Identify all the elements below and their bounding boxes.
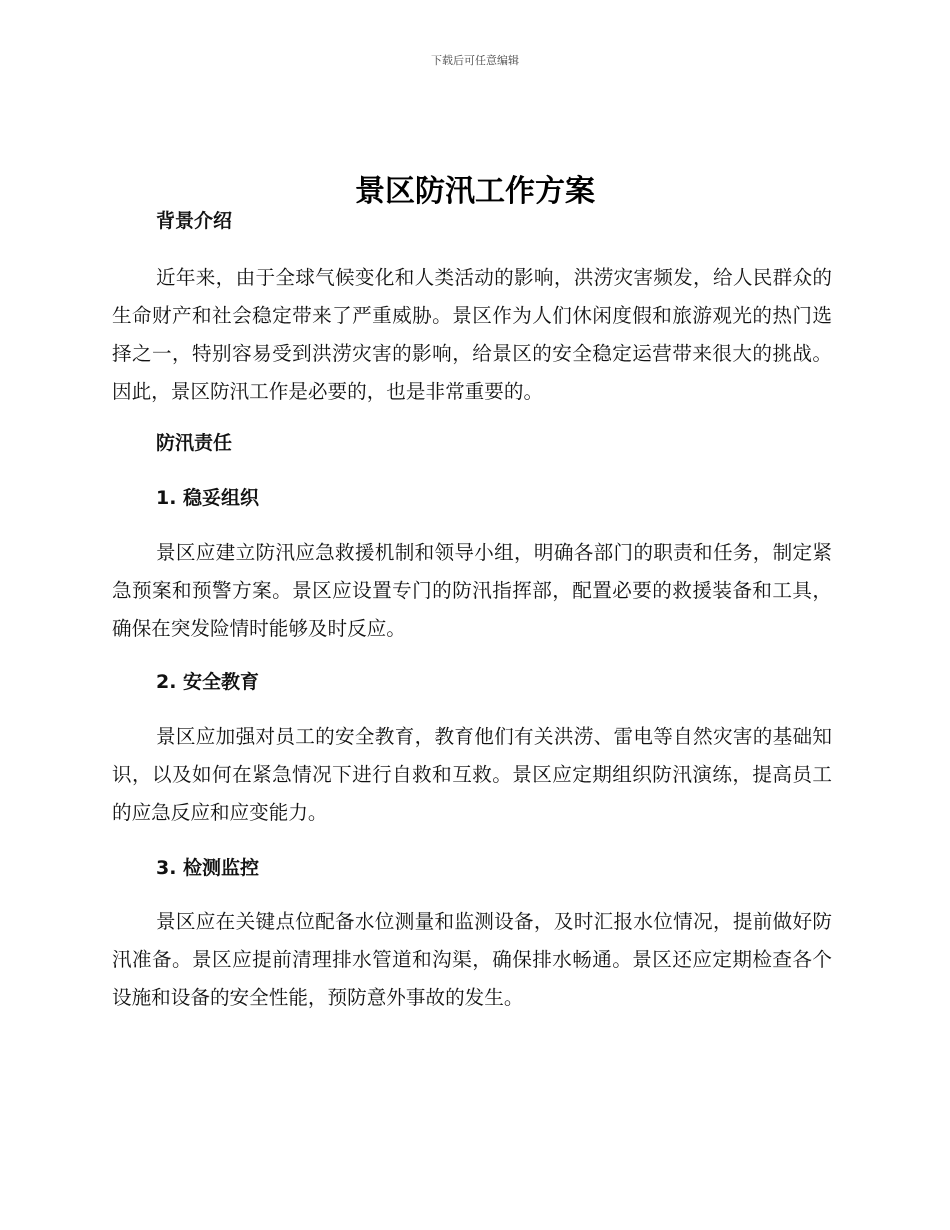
section-paragraph-monitoring: 景区应在关键点位配备水位测量和监测设备，及时汇报水位情况，提前做好防汛准备。景区应提前清理排水管道和沟渠，确保排水畅通。景区还应定期检查各个设施和设备的安全性能，预防意外事故的发生。 [112,910,832,1009]
section-paragraph-organization: 景区应建立防汛应急救援机制和领导小组，明确各部门的职责和任务，制定紧急预案和预警方案。景区应设置专门的防汛指挥部，配置必要的救援装备和工具，确保在突发险情时能够及时反应。 [112,541,832,640]
document-body [112,203,832,1017]
section-heading-responsibility: 防汛责任 [156,432,233,454]
section-heading-monitoring: 3. 检测监控 [156,857,260,879]
section-heading-background: 背景介绍 [156,210,233,232]
page-header: 下载后可任意编辑 [431,54,519,67]
section-heading-organization: 1. 稳妥组织 [156,487,260,509]
section-paragraph-safety-education: 景区应加强对员工的安全教育，教育他们有关洪涝、雷电等自然灾害的基础知识，以及如何在紧急情况下进行自救和互救。景区应定期组织防汛演练，提高员工的应急反应和应变能力。 [112,725,832,824]
document-title: 景区防汛工作方案 [355,174,595,210]
section-paragraph-background: 近年来，由于全球气候变化和人类活动的影响，洪涝灾害频发，给人民群众的生命财产和社会稳定带来了严重威胁。景区作为人们休闲度假和旅游观光的热门选择之一，特别容易受到洪涝灾害的影响，给景区的安全稳定运营带来很大的挑战。因此，景区防汛工作是必要的，也是非常重要的。 [112,266,832,403]
section-heading-safety-education: 2. 安全教育 [156,671,260,693]
